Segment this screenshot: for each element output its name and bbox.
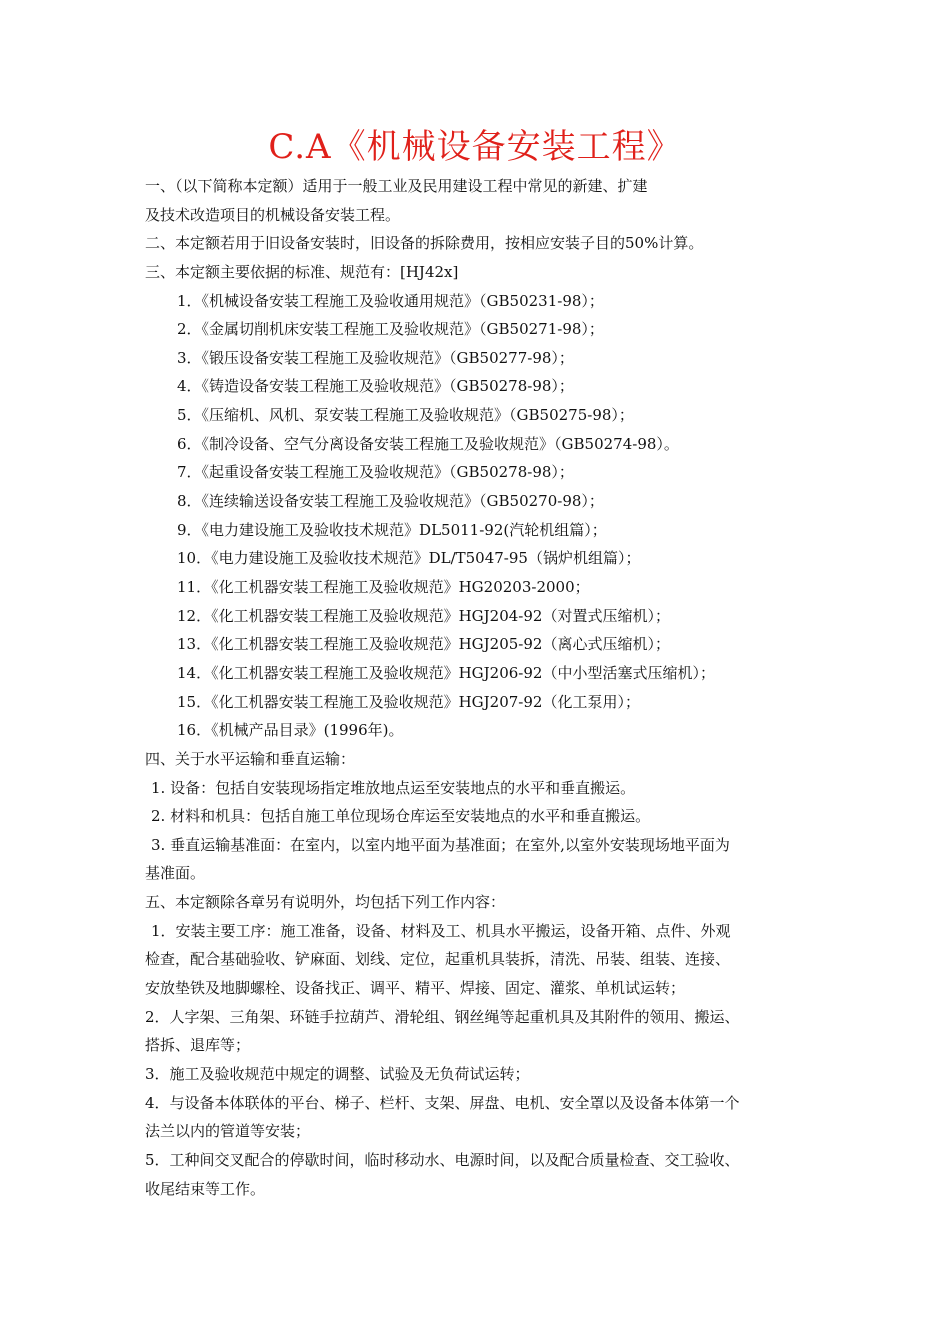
text-line: 法兰以内的管道等安装； [145, 1122, 311, 1140]
list-item: 3. 垂直运输基准面：在室内，以室内地平面为基准面；在室外,以室外安装现场地平面为 [151, 836, 730, 854]
text-line: 检查，配合基础验收、铲麻面、划线、定位，起重机具装拆，清洗、吊装、组装、连接、 [145, 950, 731, 968]
page-title: C.A《机械设备安装工程》 [268, 127, 682, 167]
text-line: 基准面。 [145, 864, 206, 882]
text-line: 五、本定额除各章另有说明外，均包括下列工作内容： [145, 893, 506, 911]
list-item: 9．《电力建设施工及验收技术规范》DL5011-92(汽轮机组篇）； [177, 521, 607, 539]
text-line: 安放垫铁及地脚螺栓、设备找正、调平、精平、焊接、固定、灌浆、单机试运转； [145, 979, 686, 997]
list-item: 12．《化工机器安装工程施工及验收规范》HGJ204-92（对置式压缩机）； [177, 607, 670, 625]
text-line: 搭拆、退库等； [145, 1036, 251, 1054]
list-item: 8．《连续输送设备安装工程施工及验收规范》（GB50270-98）； [177, 492, 604, 510]
list-item: 7．《起重设备安装工程施工及验收规范》（GB50278-98）； [177, 463, 574, 481]
text-line: 5．工种间交叉配合的停歇时间，临时移动水、电源时间，以及配合质量检查、交工验收、 [145, 1151, 740, 1169]
text-line: 三、本定额主要依据的标准、规范有：[HJ42x] [145, 263, 459, 281]
list-item: 2. 材料和机具：包括自施工单位现场仓库运至安装地点的水平和垂直搬运。 [151, 807, 651, 825]
list-item: 2．《金属切削机床安装工程施工及验收规范》（GB50271-98）； [177, 320, 604, 338]
text-line: 4．与设备本体联体的平台、梯子、栏杆、支架、屏盘、电机、安全罩以及设备本体第一个 [145, 1094, 740, 1112]
list-item: 5．《压缩机、风机、泵安装工程施工及验收规范》（GB50275-98）； [177, 406, 634, 424]
text-line: 及技术改造项目的机械设备安装工程。 [145, 206, 401, 224]
text-line: 二、本定额若用于旧设备安装时，旧设备的拆除费用，按相应安装子目的50%计算。 [145, 234, 704, 252]
list-item: 11．《化工机器安装工程施工及验收规范》HG20203-2000； [177, 578, 590, 596]
text-line: 收尾结束等工作。 [145, 1180, 266, 1198]
list-item: 15．《化工机器安装工程施工及验收规范》HGJ207-92（化工泵用）； [177, 693, 640, 711]
list-item: 1．《机械设备安装工程施工及验收通用规范》（GB50231-98）； [177, 292, 604, 310]
list-item: 10．《电力建设施工及验收技术规范》DL/T5047-95（锅炉机组篇）； [177, 549, 641, 567]
list-item: 4．《铸造设备安装工程施工及验收规范》（GB50278-98）； [177, 377, 574, 395]
list-item: 6．《制冷设备、空气分离设备安装工程施工及验收规范》（GB50274-98）。 [177, 435, 679, 453]
text-line: 2．人字架、三角架、环链手拉葫芦、滑轮组、钢丝绳等起重机具及其附件的领用、搬运、 [145, 1008, 740, 1026]
list-item: 14．《化工机器安装工程施工及验收规范》HGJ206-92（中小型活塞式压缩机）； [177, 664, 715, 682]
list-item: 13．《化工机器安装工程施工及验收规范》HGJ205-92（离心式压缩机）； [177, 635, 670, 653]
text-line: 一、（以下简称本定额）适用于一般工业及民用建设工程中常见的新建、扩建 [145, 177, 648, 195]
list-item: 3．《锻压设备安装工程施工及验收规范》（GB50277-98）； [177, 349, 574, 367]
list-item: 16．《机械产品目录》(1996年)。 [177, 721, 404, 739]
list-item: 1. 设备：包括自安装现场指定堆放地点运至安装地点的水平和垂直搬运。 [151, 779, 636, 797]
text-line: 四、关于水平运输和垂直运输： [145, 750, 356, 768]
text-line: 3．施工及验收规范中规定的调整、试验及无负荷试运转； [145, 1065, 530, 1083]
list-item: 1．安装主要工序：施工准备，设备、材料及工、机具水平搬运，设备开箱、点件、外观 [151, 922, 731, 940]
